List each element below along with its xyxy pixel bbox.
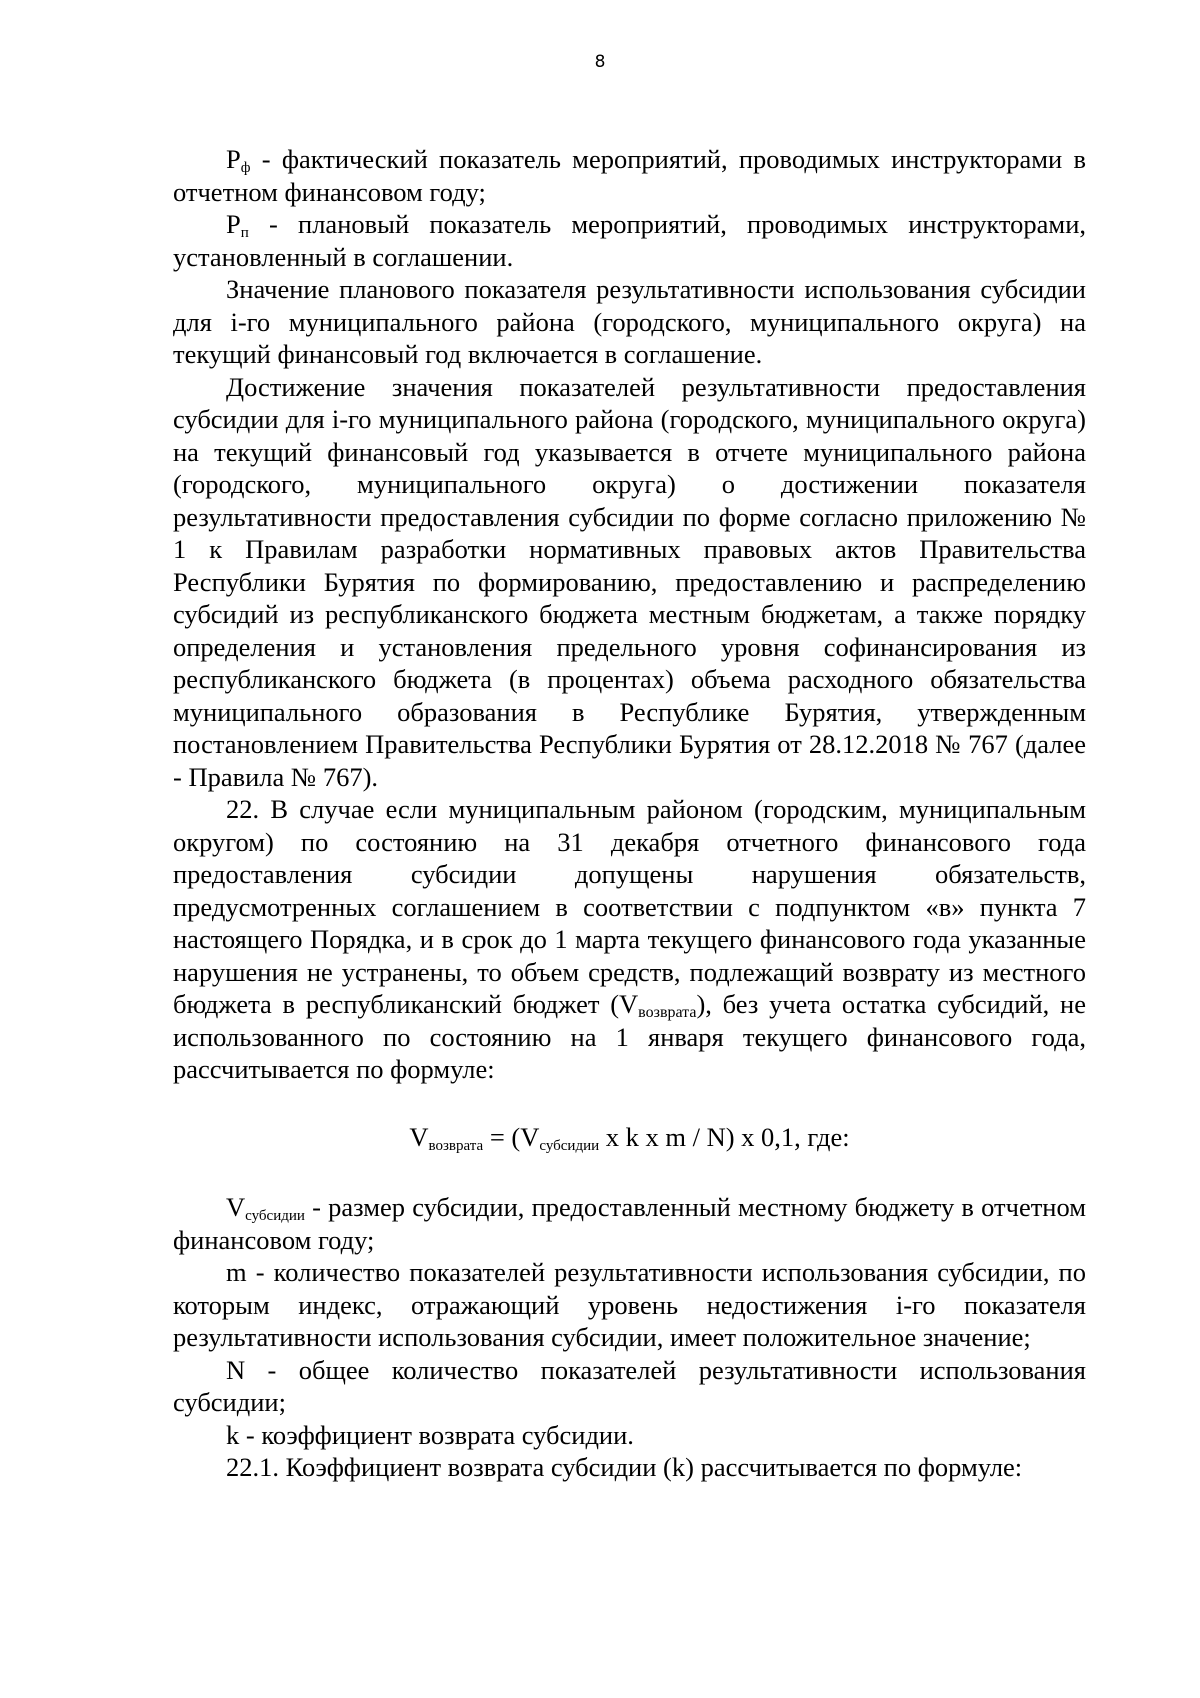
paragraph-22-1: 22.1. Коэффициент возврата субсидии (k) рассчитывается по формуле: [226,1452,1023,1482]
subscript-p: п [240,225,249,241]
formula-v-vozvrata [173,1121,1086,1154]
formula-mid-subscript: субсидии [539,1137,600,1154]
formula-mid: = (V [483,1121,540,1152]
document-body [173,143,1086,1484]
paragraph-m-definition: m - количество показателей результативности использования субсидии, по которым индекс, отражающий уровень недостижения i-го показателя результативности использования субсидии, имеет положительное значение; [173,1257,1086,1352]
symbol-p: P [226,209,241,239]
paragraph-pf-definition [173,143,1086,208]
formula-lhs-subscript: возврата [428,1137,484,1154]
subscript-f: ф [240,160,251,176]
formula-rhs: x k x m / N) x 0,1, где: [599,1121,850,1152]
definition-text: - плановый показатель мероприятий, проводимых инструкторами, установленный в соглашении. [173,209,1086,272]
page-number: 8 [594,52,606,72]
paragraph-v-subsidii-definition [173,1191,1086,1256]
symbol-p: P [226,144,241,174]
formula-lhs: V [409,1121,429,1152]
definition-text: - фактический показатель мероприятий, проводимых инструкторами в отчетном финансовом году; [173,144,1086,207]
paragraph-22-text-before: 22. В случае если муниципальным районом (городским, муниципальным округом) по состоянию на 31 декабря отчетного финансового года предоставления субсидии допущены нарушения обязательств, предусмотренных соглашением в соответствии с подпунктом «в» пункта 7 настоящего Порядка, и в срок до 1 марта текущего финансового года указанные нарушения не устранены, то объем средств, подлежащий возврату из местного бюджета в республиканский бюджет (V [173,794,1086,1019]
paragraph-k-definition: k - коэффициент возврата субсидии. [226,1419,634,1450]
paragraph-22 [173,793,1086,1086]
paragraph-pp-definition [173,208,1086,273]
subscript-subsidii: субсидии [245,1208,305,1224]
paragraph-achievement: Достижение значения показателей результативности предоставления субсидии для i-го муниципального района (городского, муниципального округа) на текущий финансовый год указывается в отчете муниципального района (городского, муниципального округа) о достижении показателя результативности предоставления субсидии по форме согласно приложению № 1 к Правилам разработки нормативных правовых актов Правительства Республики Бурятия по формированию, предоставлению и распределению субсидий из республиканского бюджета местным бюджетам, а также порядку определения и установления предельного уровня софинансирования из республиканского бюджета (в процентах) объема расходного обязательства муниципального образования в Республике Бурятия, утвержденным постановлением Правительства Республики Бурятия от 28.12.2018 № 767 (далее - Правила № 767). [173,371,1086,792]
paragraph-n-definition: N - общее количество показателей результативности использования субсидии; [173,1354,1086,1417]
symbol-v: V [226,1192,246,1222]
definition-text: - размер субсидии, предоставленный местному бюджету в отчетном финансовом году; [173,1192,1086,1255]
paragraph-22-text-after: ), без учета остатка субсидий, не использованного по состоянию на 1 января текущего финансового года, рассчитывается по формуле: [173,989,1086,1084]
paragraph-plan-value: Значение планового показателя результативности использования субсидии для i-го муниципального района (городского, муниципального округа) на текущий финансовый год включается в соглашение. [173,274,1086,369]
subscript-vozvrata: возврата [638,1004,697,1021]
